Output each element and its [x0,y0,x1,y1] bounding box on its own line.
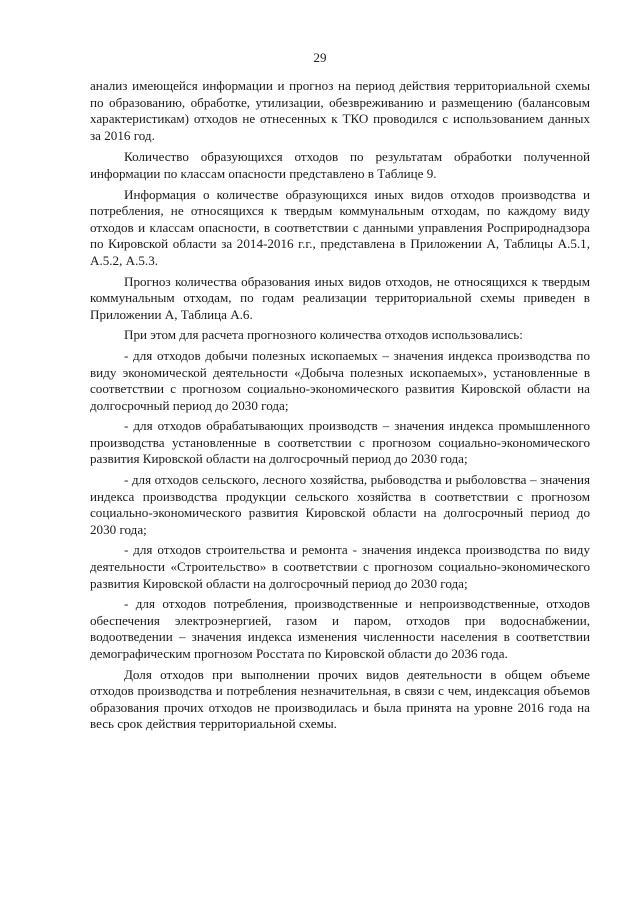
paragraph-forecast: Прогноз количества образования иных видов отходов, не относящихся к твердым коммунальным отходам, по годам реализации территориальной схемы приведен в Приложении А, Таблица А.6. [90,273,590,322]
paragraph-continuation: анализ имеющейся информации и прогноз на период действия территориальной схемы по образованию, обработке, утилизации, обезвреживанию и размещению (балансовым характеристикам) отходов не отнесенных к ТКО проводился с использованием данных за 2016 год. [90,78,590,143]
list-item-agriculture: - для отходов сельского, лесного хозяйства, рыбоводства и рыболовства – значения индекса производства продукции сельского хозяйства в соответствии с прогнозом социально-экономического развития Кировской области на долгосрочный период до 2030 года; [90,472,590,537]
paragraph-hazard-classes: Количество образующихся отходов по результатам обработки полученной информации по классам опасности представлено в Таблице 9. [90,149,590,181]
paragraph-other-activities: Доля отходов при выполнении прочих видов деятельности в общем объеме отходов производства и потребления незначительная, в связи с чем, индексация объемов образования прочих отходов не производилась и была принята на уровне 2016 года на весь срок действия территориальной схемы. [90,666,590,732]
list-item-construction: - для отходов строительства и ремонта - значения индекса производства по виду деятельности «Строительство» в соответствии с прогнозом социально-экономического развития Кировской области на долгосрочный период до 2030 года; [90,542,590,591]
list-item-manufacturing: - для отходов обрабатывающих производств – значения индекса промышленного производства установленные в соответствии с прогнозом социально-экономического развития Кировской области на долгосрочный период до 2030 года; [90,418,590,467]
paragraph-other-waste-info: Информация о количестве образующихся иных видов отходов производства и потребления, не относящихся к твердым коммунальным отходам, по каждому виду отходов и классам опасности, в соответствии с данными управления Росприроднадзора по Кировской области за 2014-2016 г.г., представлена в Приложении А, Таблицы А.5.1, А.5.2, А.5.3. [90,186,590,268]
document-body [90,78,590,737]
paragraph-calculation-intro: При этом для расчета прогнозного количества отходов использовались: [124,327,523,343]
list-item-consumption: - для отходов потребления, производственные и непроизводственные, отходов обеспечения электроэнергией, газом и паром, отходов при водоснабжении, водоотведении – значения индекса изменения численности населения в соответствии демографическим прогнозом Росстата по Кировской области до 2036 года. [90,596,590,661]
list-item-mining: - для отходов добычи полезных ископаемых – значения индекса производства по виду экономической деятельности «Добыча полезных ископаемых», установленные в соответствии с прогнозом социально-экономического развития Кировской области на долгосрочный период до 2030 года; [90,347,590,413]
page-number: 29 [313,50,327,65]
